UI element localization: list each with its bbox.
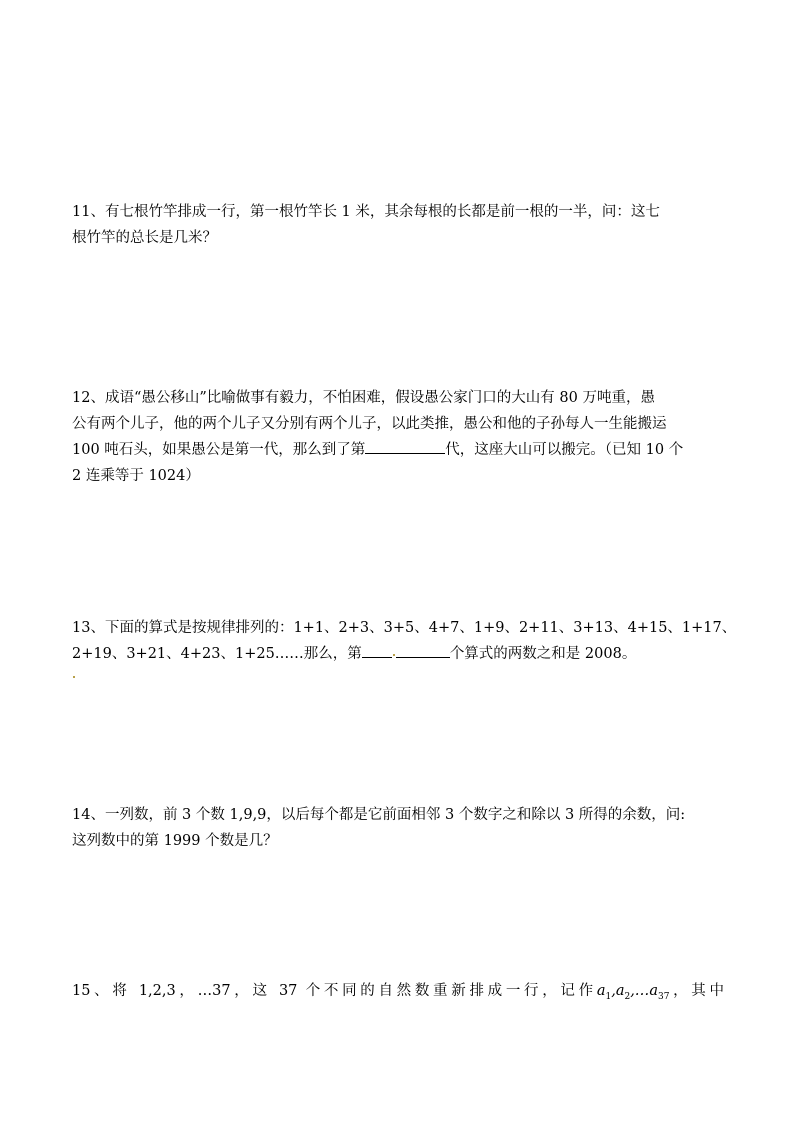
problem-15-line-1	[72, 978, 724, 1010]
problem-11-line-1: 11、有七根竹竿排成一行，第一根竹竿长 1 米，其余每根的长都是前一根的一半，问：这七	[72, 204, 660, 220]
problem-12-line-3-before: 100 吨石头，如果愚公是第一代，那么到了第	[72, 442, 366, 458]
problem-13-line-2-before: 2+19、3+21、4+23、1+25……那么，第	[72, 646, 362, 662]
problem-15-line-1-after: ，其中	[669, 983, 725, 999]
problem-12-line-3-after: 代，这座大山可以搬完。（已知 10 个	[445, 442, 684, 458]
problem-15	[72, 978, 724, 1010]
problem-13-line-1: 13、下面的算式是按规律排列的：1+1、2+3、3+5、4+7、1+9、2+11、3+13、4+15、1+17、	[72, 620, 737, 636]
problem-13-line-2-after: 个算式的两数之和是 2008。	[449, 646, 637, 662]
problem-11	[72, 199, 724, 251]
problem-13	[72, 615, 737, 667]
sequence-notation: $a_1,a_2,\dots a_{37}$	[596, 983, 670, 1002]
problem-12-line-3	[72, 437, 724, 463]
problem-14	[72, 802, 724, 854]
answer-blank[interactable]	[365, 438, 445, 454]
problem-14-line-1: 14、一列数，前 3 个数 1,9,9，以后每个都是它前面相邻 3 个数字之和除以 3 所得的余数，问:	[72, 807, 686, 823]
problem-12-line-2: 公有两个儿子，他的两个儿子又分别有两个儿子，以此类推，愚公和他的子孙每人一生能搬运	[72, 416, 667, 432]
answer-blank-part-2[interactable]	[396, 642, 450, 658]
problem-12-line-4: 2 连乘等于 1024）	[72, 468, 200, 484]
problem-12	[72, 385, 724, 489]
problem-11-line-2: 根竹竿的总长是几米？	[72, 230, 217, 246]
problem-14-line-2: 这列数中的第 1999 个数是几？	[72, 833, 278, 849]
answer-blank-part-1[interactable]	[362, 642, 392, 658]
stray-mark	[73, 676, 75, 678]
problem-13-line-2	[72, 641, 724, 667]
stray-mark	[393, 654, 395, 656]
problem-12-line-1: 12、成语“愚公移山”比喻做事有毅力，不怕困难，假设愚公家门口的大山有 80 万吨重，愚	[72, 390, 655, 406]
problem-15-line-1-before: 15、将 1,2,3，…37，这 37 个不同的自然数重新排成一行，记作	[72, 983, 597, 999]
